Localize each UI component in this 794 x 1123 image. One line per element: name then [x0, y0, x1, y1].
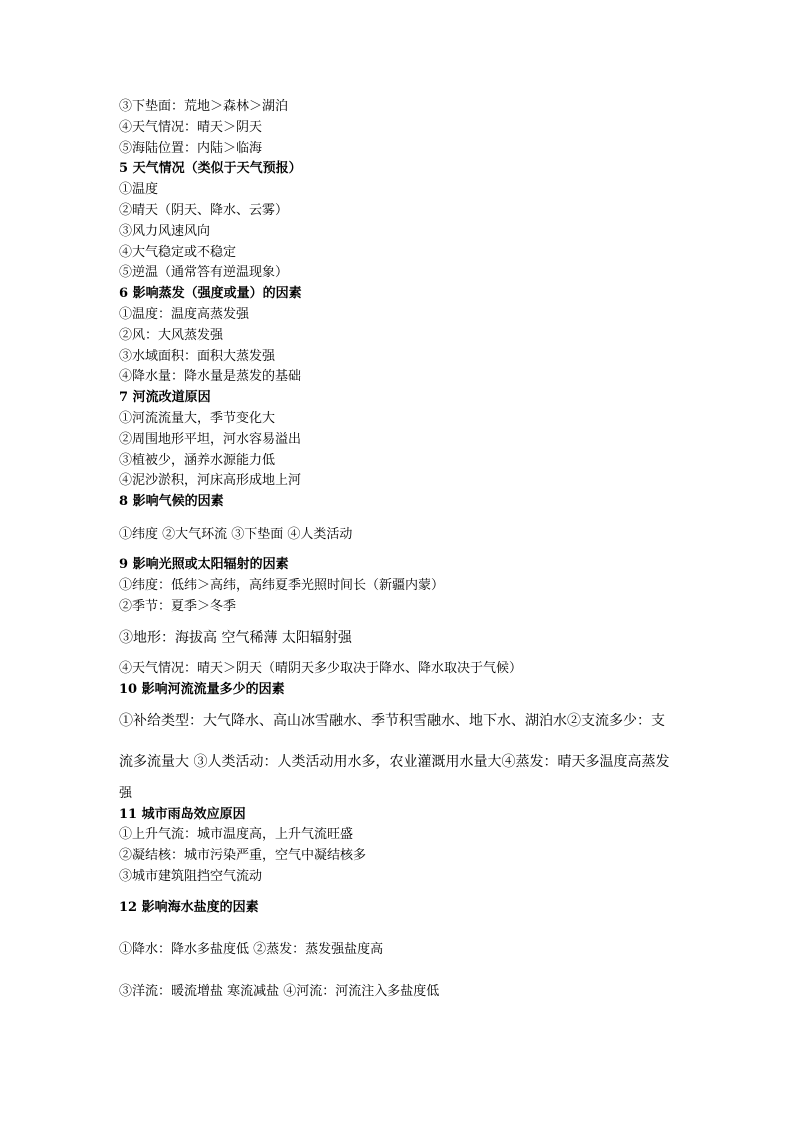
- text-line: ③植被少，涵养水源能力低: [119, 453, 276, 468]
- text-line: 流多流量大 ③人类活动：人类活动用水多，农业灌溉用水量大④蒸发：晴天多温度高蒸发: [119, 754, 670, 770]
- text-line: ②周围地形平坦，河水容易溢出: [119, 432, 302, 447]
- text-line: ①河流流量大，季节变化大: [119, 411, 276, 426]
- text-line: ③下垫面：荒地＞森林＞湖泊: [119, 99, 289, 114]
- section-heading: 8 影响气候的因素: [119, 494, 224, 509]
- text-line: ④泥沙淤积，河床高形成地上河: [119, 473, 302, 488]
- section-heading: 7 河流改道原因: [119, 390, 211, 405]
- text-line: ④天气情况：晴天＞阴天: [119, 120, 263, 135]
- text-line: 强: [119, 786, 133, 801]
- text-line: ②季节：夏季＞冬季: [119, 599, 237, 614]
- text-line: ①降水：降水多盐度低 ②蒸发：蒸发强盐度高: [119, 942, 384, 957]
- text-line: ③城市建筑阻挡空气流动: [119, 869, 263, 884]
- text-line: ①补给类型：大气降水、高山冰雪融水、季节积雪融水、地下水、湖泊水②支流多少：支: [119, 713, 665, 729]
- text-line: ③水域面积：面积大蒸发强: [119, 349, 276, 364]
- text-line: ①温度：温度高蒸发强: [119, 307, 250, 322]
- text-line: ⑤逆温（通常答有逆温现象）: [119, 265, 289, 280]
- text-line: ②凝结核：城市污染严重，空气中凝结核多: [119, 848, 367, 863]
- section-heading: 9 影响光照或太阳辐射的因素: [119, 557, 289, 572]
- text-line: ④大气稳定或不稳定: [119, 245, 237, 260]
- section-heading: 6 影响蒸发（强度或量）的因素: [119, 286, 302, 301]
- section-heading: 11 城市雨岛效应原因: [119, 807, 246, 822]
- text-line: ①温度: [119, 182, 159, 197]
- text-line: ①纬度 ②大气环流 ③下垫面 ④人类活动: [119, 527, 353, 542]
- text-line: ③洋流：暖流增盐 寒流减盐 ④河流：河流注入多盐度低: [119, 984, 440, 999]
- text-line: ③风力风速风向: [119, 224, 211, 239]
- text-line: ①纬度：低纬＞高纬，高纬夏季光照时间长（新疆内蒙）: [119, 578, 445, 593]
- text-line: ③地形：海拔高 空气稀薄 太阳辐射强: [119, 630, 352, 646]
- text-line: ②晴天（阴天、降水、云雾）: [119, 203, 289, 218]
- text-line: ②风：大风蒸发强: [119, 328, 224, 343]
- section-heading: 12 影响海水盐度的因素: [119, 900, 259, 915]
- section-heading: 5 天气情况（类似于天气预报）: [119, 161, 302, 176]
- text-line: ⑤海陆位置：内陆＞临海: [119, 141, 263, 156]
- text-line: ④降水量：降水量是蒸发的基础: [119, 369, 302, 384]
- text-line: ①上升气流：城市温度高，上升气流旺盛: [119, 827, 354, 842]
- section-heading: 10 影响河流流量多少的因素: [119, 682, 285, 697]
- text-line: ④天气情况：晴天＞阴天（晴阴天多少取决于降水、降水取决于气候）: [119, 661, 523, 676]
